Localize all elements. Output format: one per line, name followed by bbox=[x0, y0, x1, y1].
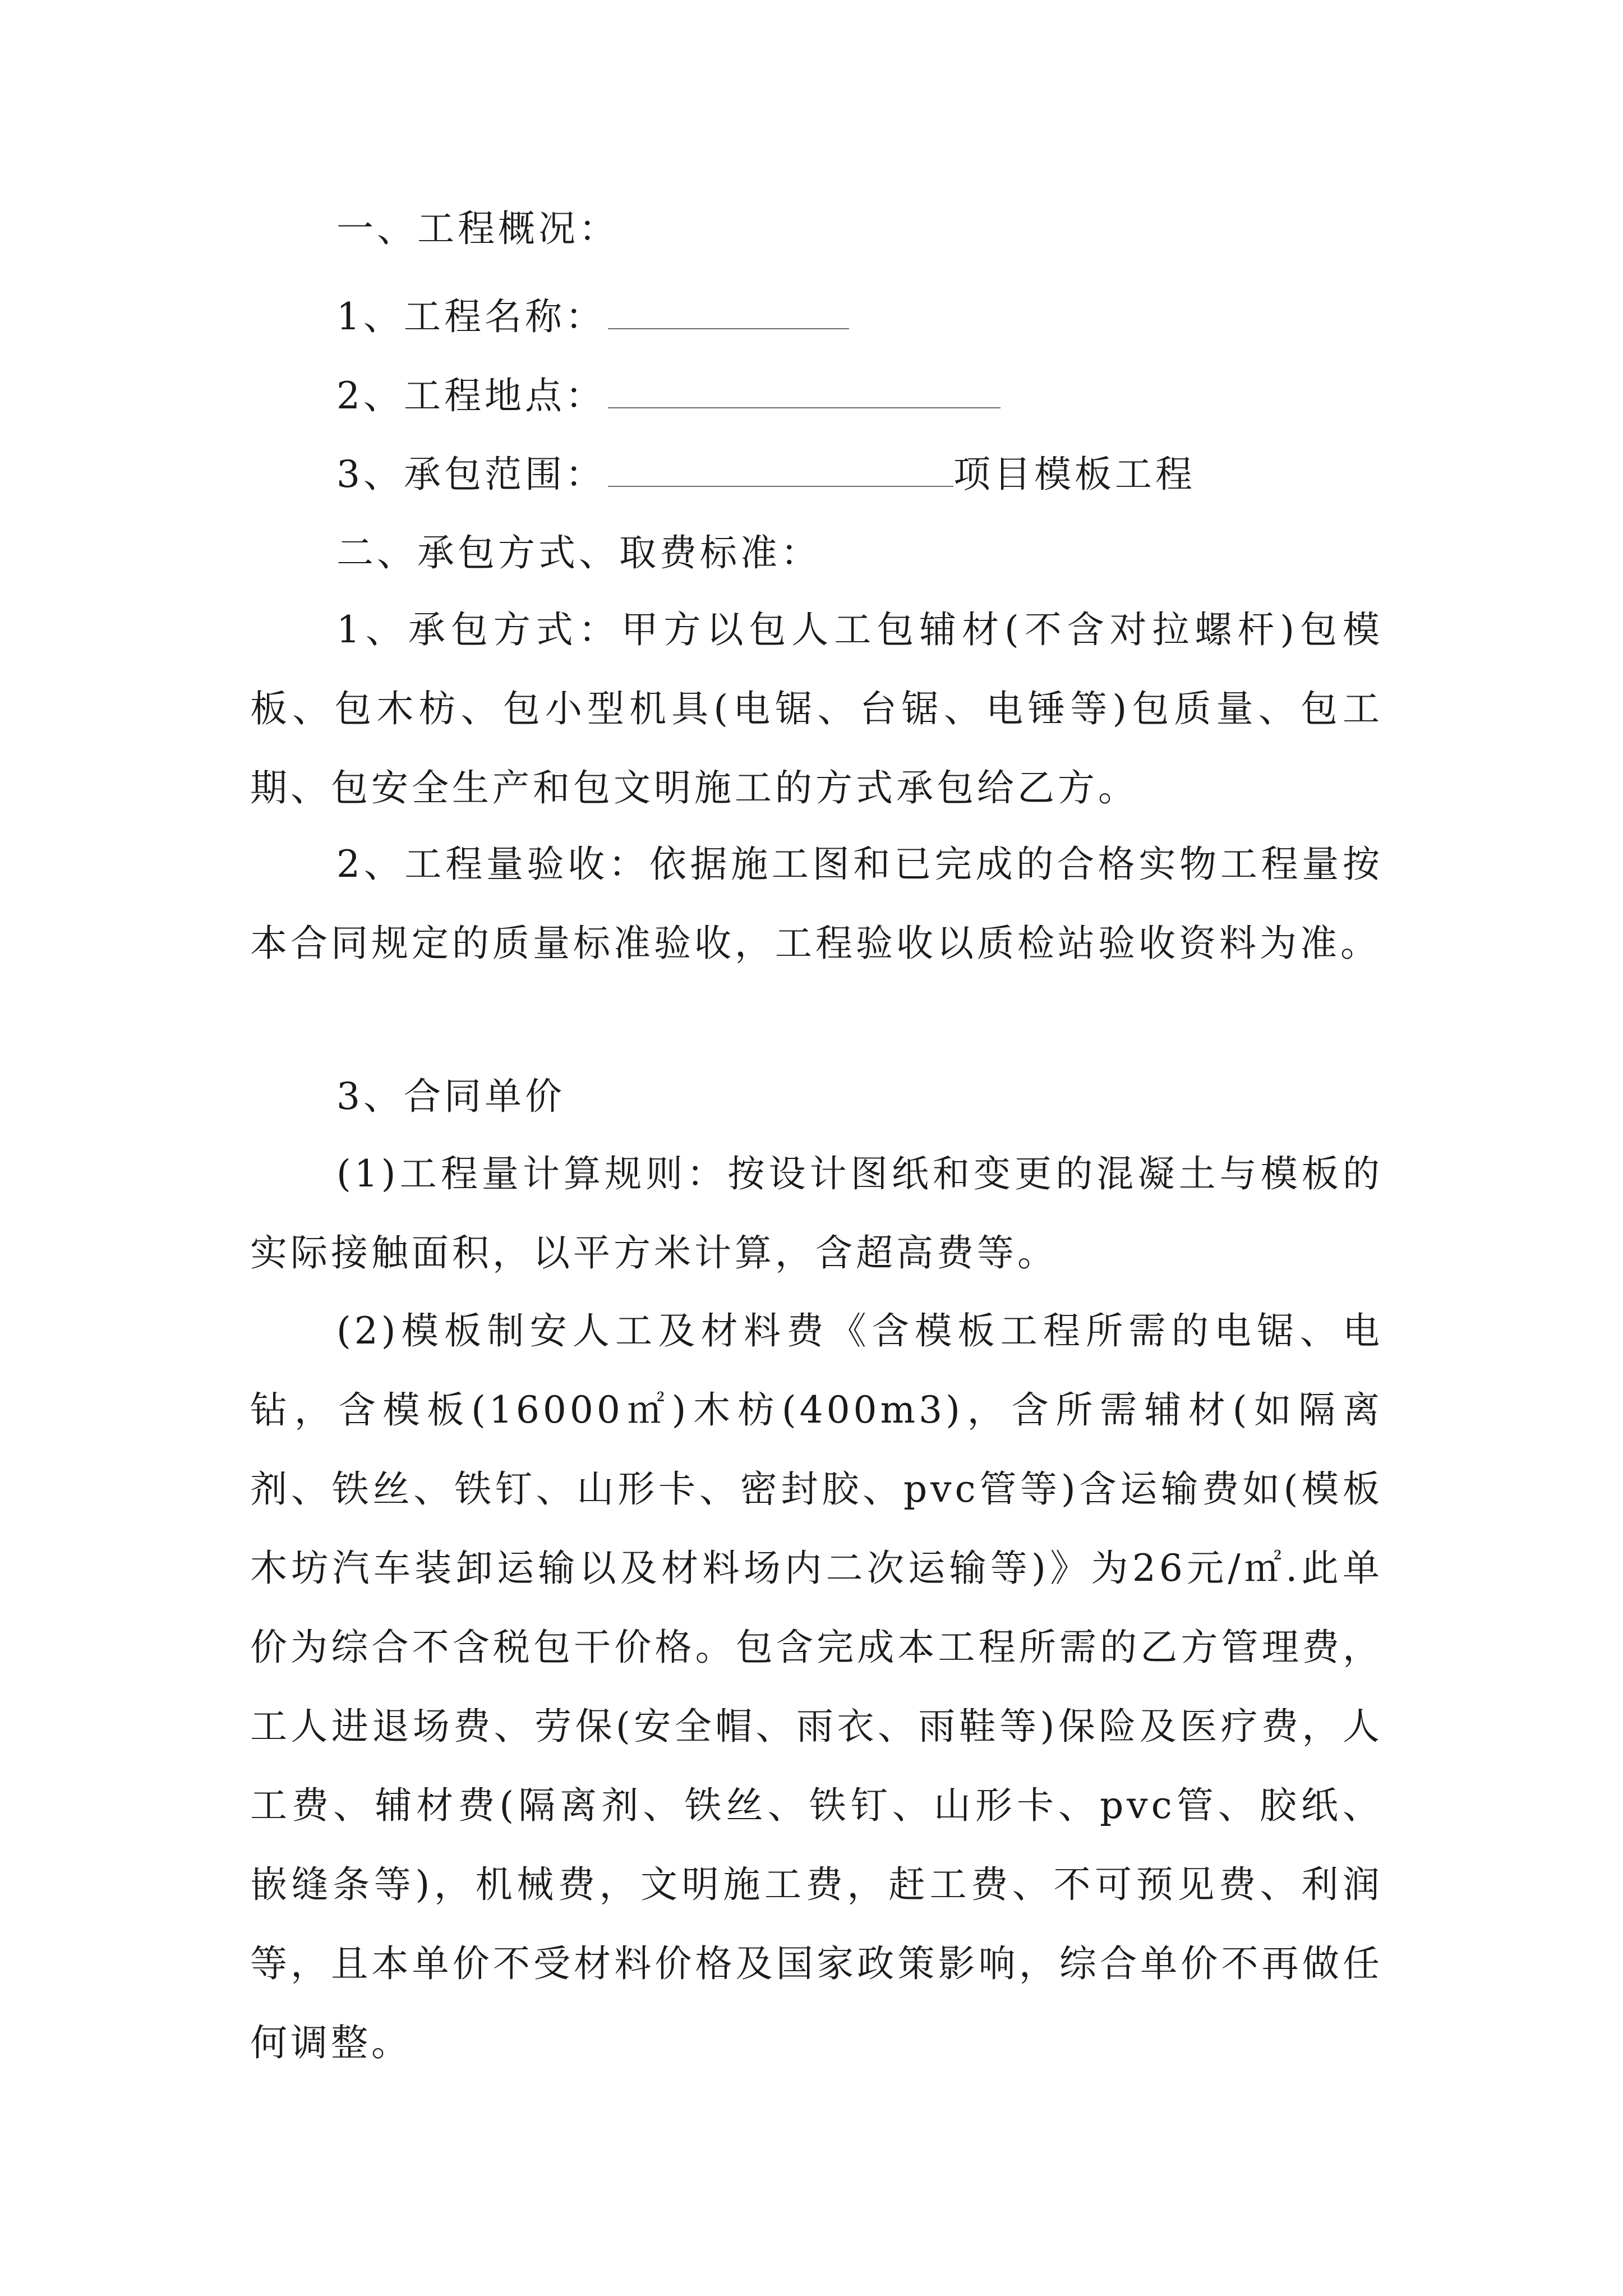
project-name-label: 1、工程名称： bbox=[336, 295, 606, 338]
project-name-row bbox=[336, 295, 849, 339]
paragraph-acceptance: 2、工程量验收：依据施工图和已完成的合格实物工程量按本合同规定的质量标准验收，工程验收以质检站验收资料为准。 bbox=[250, 843, 1383, 965]
paragraph-price-details: (2)模板制安人工及材料费《含模板工程所需的电锯、电钻，含模板(16000㎡)木枋(400m3)，含所需辅材(如隔离剂、铁丝、铁钉、山形卡、密封胶、pvc管等)含运输费如(模板木坊汽车装卸运输以及材料场内二次运输等)》为26元/㎡.此单价为综合不含税包干价格。包含完成本工程所需的乙方管理费，工人进退场费、劳保(安全帽、雨衣、雨鞋等)保险及医疗费，人工费、辅材费(隔离剂、铁丝、铁钉、山形卡、pvc管、胶纸、嵌缝条等)，机械费，文明施工费，赶工费、不可预见费、利润等，且本单价不受材料价格及国家政策影响，综合单价不再做任何调整。 bbox=[250, 1309, 1383, 2064]
paragraph-unit-price-heading: 3、合同单价 bbox=[336, 1075, 565, 1118]
project-site-label: 2、工程地点： bbox=[336, 374, 606, 417]
project-name-blank[interactable] bbox=[608, 295, 849, 329]
section-heading-overview: 一、工程概况： bbox=[336, 207, 619, 250]
scope-row bbox=[336, 452, 1196, 497]
project-site-row bbox=[336, 374, 1000, 418]
paragraph-calculation-rule: (1)工程量计算规则：按设计图纸和变更的混凝土与模板的实际接触面积，以平方米计算，含超高费等。 bbox=[250, 1152, 1383, 1274]
section-heading-contract-method: 二、承包方式、取费标准： bbox=[336, 531, 821, 574]
scope-suffix: 项目模板工程 bbox=[953, 453, 1196, 496]
scope-label: 3、承包范围： bbox=[336, 453, 606, 496]
paragraph-contract-method: 1、承包方式：甲方以包人工包辅材(不含对拉螺杆)包模板、包木枋、包小型机具(电锯、台锯、电锤等)包质量、包工期、包安全生产和包文明施工的方式承包给乙方。 bbox=[250, 608, 1383, 809]
scope-blank[interactable] bbox=[608, 452, 953, 487]
project-site-blank[interactable] bbox=[608, 374, 1000, 408]
